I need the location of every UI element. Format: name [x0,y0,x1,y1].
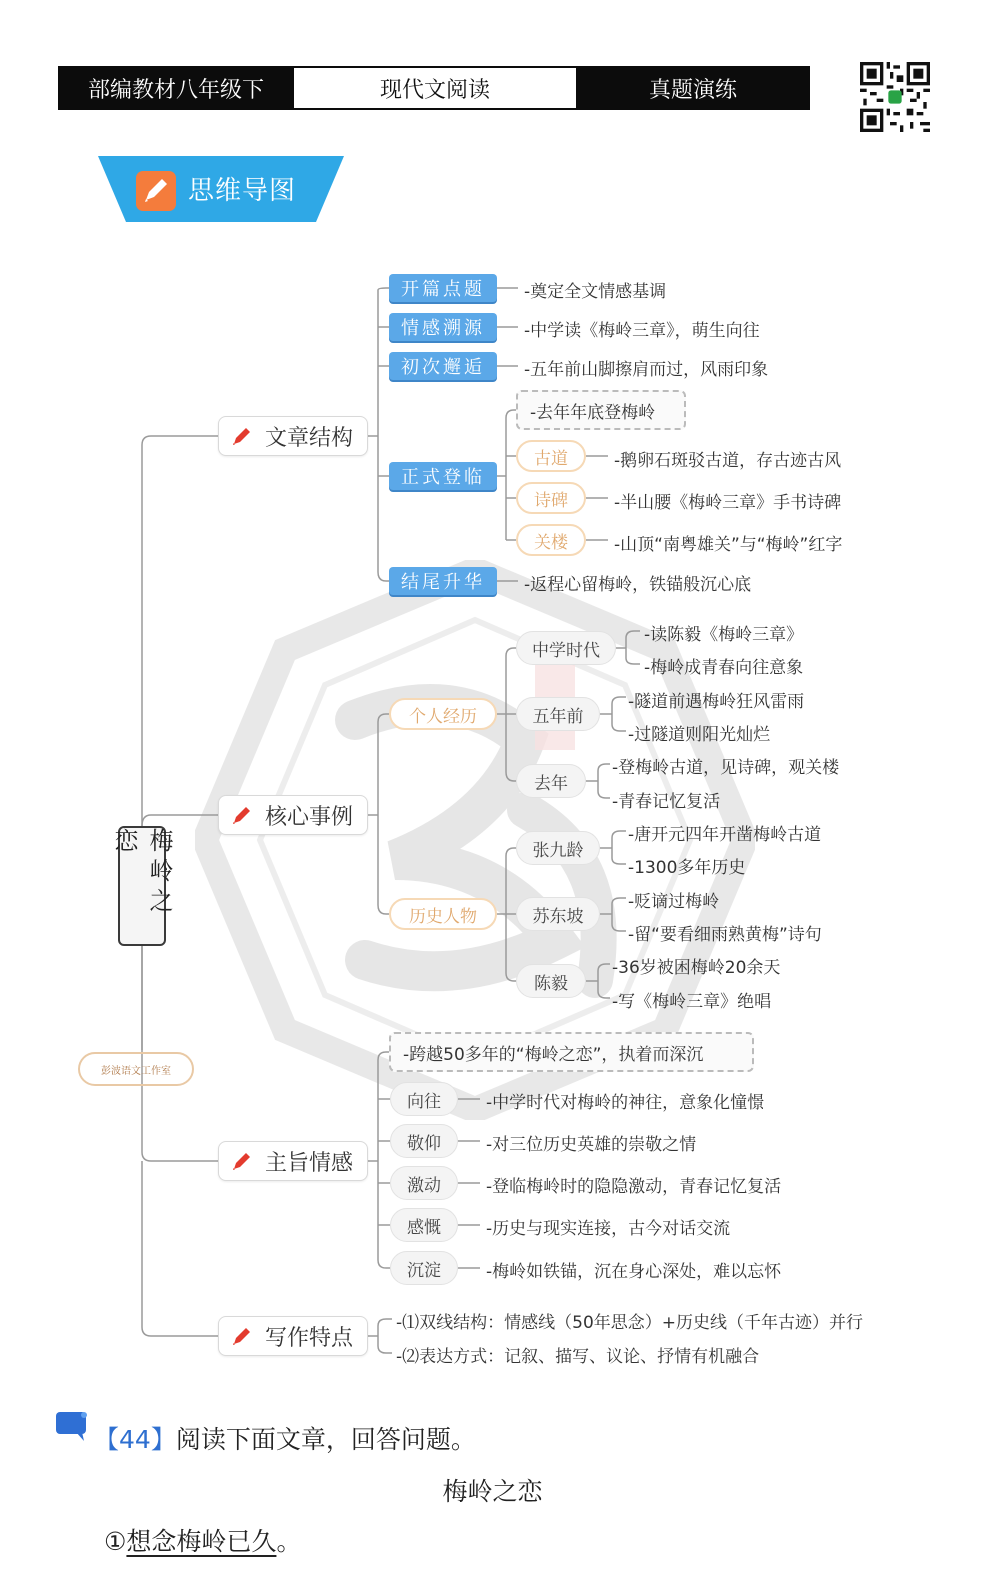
personal-text: -梅岭成青春向往意象 [644,658,804,678]
history-text: -1300多年历史 [628,858,746,878]
branch-structure-label: 文章结构 [265,425,354,451]
personal-text: -登梅岭古道，见诗碑，观关楼 [612,758,840,778]
structure-text: -返程心留梅岭，铁锚般沉心底 [524,575,752,595]
emotion-text: -历史与现实连接，古今对话交流 [486,1219,731,1239]
question-line [94,1420,476,1456]
pencil-icon [231,1325,253,1347]
history-item: 陈毅 [516,964,586,998]
emotion-text: -梅岭如铁锚，沉在身心深处，难以忘怀 [486,1262,782,1282]
emotion-item: 激动 [390,1166,458,1200]
root-label: 梅岭之恋 [110,828,173,918]
paragraph-text: 想念梅岭已久 [126,1527,277,1556]
studio-badge [78,1052,194,1086]
personal-tag: 个人经历 [389,698,497,730]
branch-writing [218,1316,368,1356]
climb-sub-text: -鹅卵石斑驳古道，存古迹古风 [614,451,842,471]
emotion-text: -对三位历史英雄的崇敬之情 [486,1135,697,1155]
question-number: 44 [119,1425,151,1454]
emotion-item: 向往 [390,1082,458,1116]
personal-text: -过隧道则阳光灿烂 [628,725,771,745]
history-text: -贬谪过梅岭 [628,892,720,912]
climb-sub-tag: 古道 [516,440,586,472]
header-middle-text: 现代文阅读 [379,77,490,103]
history-text: -写《梅岭三章》绝唱 [612,992,772,1012]
header-right-text: 真题演练 [648,77,737,103]
personal-text: -隧道前遇梅岭狂风雷雨 [628,692,805,712]
history-item: 苏东坡 [516,897,600,931]
branch-events [218,795,368,835]
writing-text: -⑵表达方式：记叙、描写、议论、抒情有机融合 [396,1347,760,1367]
studio-label: 彭波语文工作室 [101,1065,171,1077]
structure-tag: 情感溯源 [389,313,497,341]
structure-tag: 正式登临 [389,462,497,490]
history-text: -36岁被困梅岭20余天 [612,958,781,978]
question-prompt: 阅读下面文章，回答问题。 [175,1425,476,1454]
emotion-item: 感慨 [390,1208,458,1242]
personal-item: 去年 [516,764,586,798]
history-tag: 历史人物 [389,898,497,930]
branch-structure [218,416,368,456]
branch-events-label: 核心事例 [265,804,354,830]
branch-emotion-label: 主旨情感 [265,1150,354,1176]
personal-text: -读陈毅《梅岭三章》 [644,625,804,645]
pencil-icon [231,425,253,447]
header-left-text: 部编教材八年级下 [87,77,264,103]
history-text: -留“要看细雨熟黄梅”诗句 [628,925,822,945]
personal-item: 五年前 [516,697,600,731]
article-paragraph [104,1522,301,1558]
writing-text: -⑴双线结构：情感线（50年思念）+历史线（千年古迹）并行 [396,1313,864,1333]
article-title: 梅岭之恋 [442,1477,543,1506]
emotion-item: 沉淀 [390,1251,458,1285]
structure-text: -中学读《梅岭三章》，萌生向往 [524,321,760,341]
question-bubble-icon [56,1412,88,1442]
structure-text: -奠定全文情感基调 [524,282,667,302]
climb-sub-text: -半山腰《梅岭三章》手书诗碑 [614,493,842,513]
question-bracket-open: 【 [94,1425,120,1454]
emotion-note: -跨越50多年的“梅岭之恋”，执着而深沉 [389,1032,754,1072]
branch-emotion [218,1141,368,1181]
emotion-text: -中学时代对梅岭的神往，意象化憧憬 [486,1093,765,1113]
emotion-item: 敬仰 [390,1124,458,1158]
root-node [110,826,173,946]
history-item: 张九龄 [516,831,600,865]
pencil-icon [231,804,253,826]
paragraph-marker: ① [104,1527,127,1556]
branch-writing-label: 写作特点 [265,1325,354,1351]
structure-tag: 初次邂逅 [389,352,497,380]
climb-sub-tag: 诗碑 [516,482,586,514]
question-bracket-close: 】 [150,1425,176,1454]
banner-title: 思维导图 [188,176,297,206]
structure-tag: 开篇点题 [389,274,497,302]
paragraph-end: 。 [276,1527,302,1556]
climb-sub-tag: 关楼 [516,524,586,556]
structure-text: -五年前山脚擦肩而过，风雨印象 [524,360,769,380]
emotion-text: -登临梅岭时的隐隐激动，青春记忆复活 [486,1177,782,1197]
history-text: -唐开元四年开凿梅岭古道 [628,825,822,845]
structure-tag: 结尾升华 [389,567,497,595]
climb-sub-text: -山顶“南粤雄关”与“梅岭”红字 [614,535,843,555]
climb-note: -去年年底登梅岭 [516,390,686,430]
personal-item: 中学时代 [516,631,616,665]
pencil-icon [231,1150,253,1172]
personal-text: -青春记忆复活 [612,792,721,812]
